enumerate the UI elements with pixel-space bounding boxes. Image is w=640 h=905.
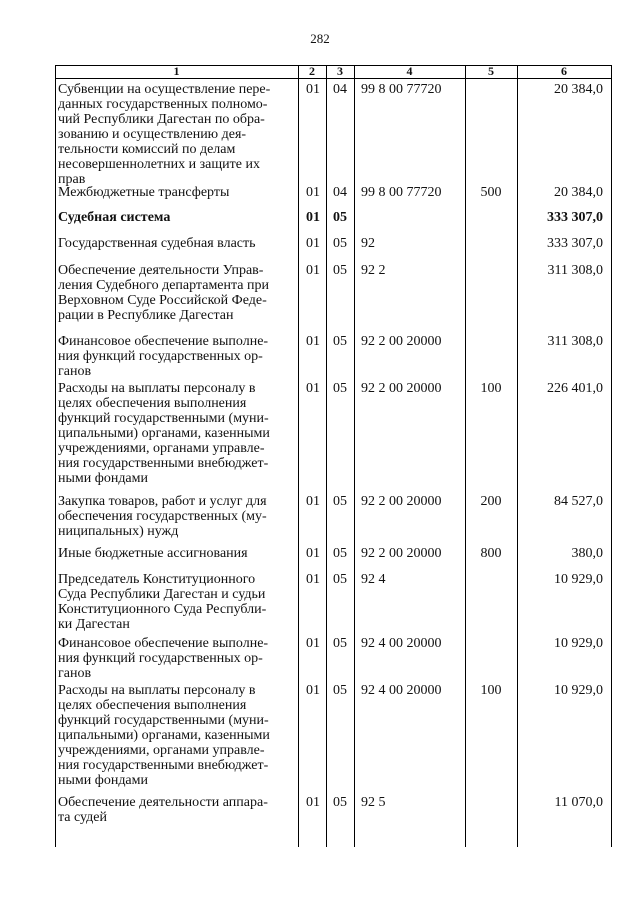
row-amount: 333 307,0	[547, 210, 603, 225]
row-subsection-code: 05	[333, 572, 347, 587]
header-col-3: 3	[337, 64, 343, 78]
row-section-code: 01	[306, 334, 320, 349]
row-amount: 10 929,0	[554, 636, 603, 651]
row-name: Межбюджетные трансферты	[58, 185, 230, 200]
row-target-article: 92 2 00 20000	[361, 494, 442, 509]
row-subsection-code: 05	[333, 636, 347, 651]
row-subsection-code: 05	[333, 795, 347, 810]
row-name: Субвенции на осуществление пере- данных государственных полномо- чий Республики Дагестан по обра- зованию и осуществлению дея- тельности комиссий по делам несовершеннолетних и защите их прав	[58, 82, 271, 187]
row-subsection-code: 05	[333, 263, 347, 278]
column-border	[55, 65, 56, 847]
header-bottom-border	[55, 78, 612, 79]
row-target-article: 92 2 00 20000	[361, 546, 442, 561]
row-name: Расходы на выплаты персоналу в целях обеспечения выполнения функций государственными (муни- ципальными) органами, казенными учреждениями, органами управле- ния государственными внебюджет- ными фондами	[58, 381, 270, 486]
row-section-code: 01	[306, 636, 320, 651]
row-amount: 11 070,0	[554, 795, 603, 810]
row-section-code: 01	[306, 210, 320, 225]
row-name: Обеспечение деятельности аппара- та судей	[58, 795, 268, 825]
row-amount: 10 929,0	[554, 683, 603, 698]
row-subsection-code: 05	[333, 210, 347, 225]
column-border	[298, 65, 299, 847]
row-expense-type: 800	[480, 546, 502, 561]
row-name: Финансовое обеспечение выполне- ния функций государственных ор- ганов	[58, 636, 269, 681]
header-col-4: 4	[406, 64, 413, 78]
row-section-code: 01	[306, 381, 320, 396]
header-col-5: 5	[488, 64, 494, 78]
row-amount: 84 527,0	[554, 494, 603, 509]
row-amount: 380,0	[571, 546, 603, 561]
row-target-article: 92 2 00 20000	[361, 381, 442, 396]
column-border	[326, 65, 327, 847]
row-section-code: 01	[306, 82, 320, 97]
column-border	[611, 65, 612, 847]
row-section-code: 01	[306, 236, 320, 251]
header-col-1: 1	[173, 64, 180, 78]
row-amount: 311 308,0	[547, 263, 603, 278]
row-target-article: 92 2	[361, 263, 386, 278]
row-name: Обеспечение деятельности Управ- ления Судебного департамента при Верховном Суде Российской Феде- рации в Республике Дагестан	[58, 263, 269, 323]
row-name: Судебная система	[58, 210, 171, 225]
row-subsection-code: 04	[333, 185, 347, 200]
row-amount: 20 384,0	[554, 185, 603, 200]
row-expense-type: 100	[480, 683, 502, 698]
row-target-article: 92 5	[361, 795, 386, 810]
column-border	[517, 65, 518, 847]
row-name: Государственная судебная власть	[58, 236, 256, 251]
row-amount: 333 307,0	[547, 236, 603, 251]
row-section-code: 01	[306, 494, 320, 509]
row-subsection-code: 05	[333, 381, 347, 396]
row-amount: 226 401,0	[547, 381, 603, 396]
row-subsection-code: 04	[333, 82, 347, 97]
row-section-code: 01	[306, 683, 320, 698]
row-target-article: 92 4 00 20000	[361, 636, 442, 651]
page-number: 282	[310, 31, 330, 46]
row-expense-type: 500	[480, 185, 502, 200]
row-name: Финансовое обеспечение выполне- ния функций государственных ор- ганов	[58, 334, 269, 379]
column-border	[354, 65, 355, 847]
row-name: Председатель Конституционного Суда Республики Дагестан и судьи Конституционного Суда Республи- ки Дагестан	[58, 572, 267, 632]
row-target-article: 92 4 00 20000	[361, 683, 442, 698]
row-section-code: 01	[306, 572, 320, 587]
row-subsection-code: 05	[333, 494, 347, 509]
row-subsection-code: 05	[333, 334, 347, 349]
row-target-article: 92 4	[361, 572, 386, 587]
row-subsection-code: 05	[333, 683, 347, 698]
row-amount: 20 384,0	[554, 82, 603, 97]
header-col-6: 6	[561, 64, 567, 78]
row-name: Расходы на выплаты персоналу в целях обеспечения выполнения функций государственными (муни- ципальными) органами, казенными учреждениями, органами управле- ния государственными внебюджет- ными фондами	[58, 683, 270, 788]
header-col-2: 2	[309, 64, 315, 78]
row-section-code: 01	[306, 185, 320, 200]
row-name: Закупка товаров, работ и услуг для обеспечения государственных (му- ниципальных) нужд	[58, 494, 267, 539]
row-target-article: 92	[361, 236, 375, 251]
row-target-article: 99 8 00 77720	[361, 82, 442, 97]
row-section-code: 01	[306, 795, 320, 810]
row-name: Иные бюджетные ассигнования	[58, 546, 248, 561]
row-target-article: 92 2 00 20000	[361, 334, 442, 349]
row-target-article: 99 8 00 77720	[361, 185, 442, 200]
row-expense-type: 100	[480, 381, 502, 396]
row-section-code: 01	[306, 546, 320, 561]
column-border	[465, 65, 466, 847]
row-section-code: 01	[306, 263, 320, 278]
row-amount: 311 308,0	[547, 334, 603, 349]
budget-table	[55, 65, 612, 847]
row-subsection-code: 05	[333, 236, 347, 251]
row-expense-type: 200	[480, 494, 502, 509]
row-amount: 10 929,0	[554, 572, 603, 587]
row-subsection-code: 05	[333, 546, 347, 561]
